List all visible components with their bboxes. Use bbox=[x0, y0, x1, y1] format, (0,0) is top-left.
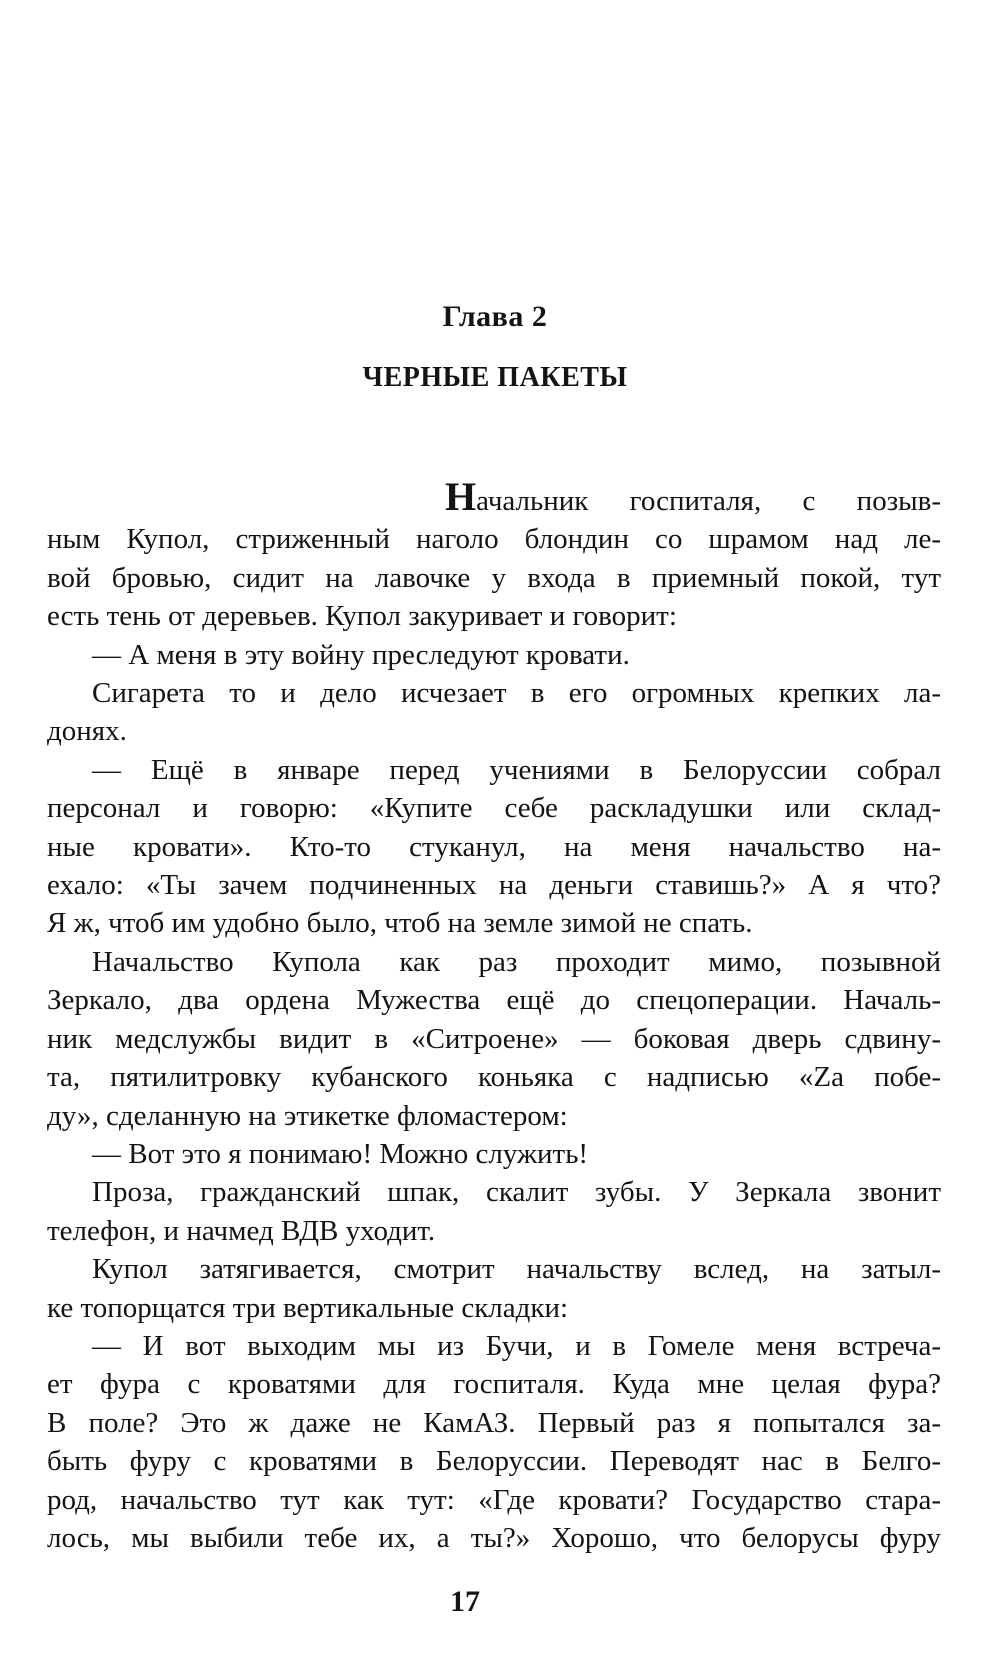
text-line: ным Купол, стриженный наголо блондин со шрамом над ле- bbox=[47, 523, 941, 556]
text-line: ник медслужбы видит в «Ситроене» — боковая дверь сдвину- bbox=[47, 1022, 941, 1055]
text-line: ду», сделанную на этикетке фломастером: bbox=[47, 1099, 568, 1132]
drop-cap: Н bbox=[445, 474, 477, 519]
text-line: есть тень от деревьев. Купол закуривает и говорит: bbox=[47, 600, 677, 633]
chapter-body bbox=[47, 474, 941, 1557]
text-line: донях. bbox=[47, 715, 127, 748]
text-line: — Вот это я понимаю! Можно служить! bbox=[92, 1137, 589, 1170]
text-line: телефон, и начмед ВДВ уходит. bbox=[47, 1214, 436, 1247]
text-line: В поле? Это ж даже не КамАЗ. Первый раз я попытался за- bbox=[47, 1406, 941, 1439]
text-line: ке топорщатся три вертикальные складки: bbox=[47, 1291, 569, 1324]
text-line: Купол затягивается, смотрит начальству вслед, на затыл- bbox=[92, 1253, 941, 1286]
text-line: Начальство Купола как раз проходит мимо, позывной bbox=[92, 945, 941, 978]
text-line: быть фуру с кроватями в Белоруссии. Переводят нас в Белго- bbox=[47, 1445, 941, 1478]
text-line: — И вот выходим мы из Бучи, и в Гомеле меня встреча- bbox=[92, 1329, 941, 1362]
text-line: ехало: «Ты зачем подчиненных на деньги ставишь?» А я что? bbox=[47, 869, 941, 902]
text-line: Проза, гражданский шпак, скалит зубы. У Зеркала звонит bbox=[92, 1176, 941, 1209]
text-line bbox=[47, 474, 941, 520]
text-line: Зеркало, два ордена Мужества ещё до спецоперации. Началь- bbox=[47, 984, 941, 1017]
text-line: Сигарета то и дело исчезает в его огромных крепких ла- bbox=[92, 677, 941, 710]
text-line: ет фура с кроватями для госпиталя. Куда мне целая фура? bbox=[47, 1368, 941, 1401]
chapter-title: ЧЕРНЫЕ ПАКЕТЫ bbox=[362, 362, 628, 393]
chapter-number: Глава 2 bbox=[442, 300, 548, 333]
text-line: вой бровью, сидит на лавочке у входа в приемный покой, тут bbox=[47, 561, 941, 594]
page-number: 17 bbox=[450, 1585, 480, 1618]
text-line: — А меня в эту войну преследуют кровати. bbox=[92, 638, 630, 671]
text-line: Я ж, чтоб им удобно было, чтоб на земле зимой не спать. bbox=[47, 907, 753, 940]
text-line: род, начальство тут как тут: «Где кровати? Государство стара- bbox=[47, 1483, 941, 1516]
text-line: персонал и говорю: «Купите себе раскладушки или склад- bbox=[47, 792, 941, 825]
text-line: ные кровати». Кто-то стуканул, на меня начальство на- bbox=[47, 830, 941, 863]
text-line: та, пятилитровку кубанского коньяка с надписью «Zа побе- bbox=[47, 1061, 941, 1094]
text-line: — Ещё в январе перед учениями в Белоруссии собрал bbox=[92, 753, 941, 786]
text-line-content: ачальник госпиталя, с позыв- bbox=[476, 485, 941, 517]
text-line: лось, мы выбили тебе их, а ты?» Хорошо, что белорусы фуру bbox=[47, 1521, 941, 1554]
